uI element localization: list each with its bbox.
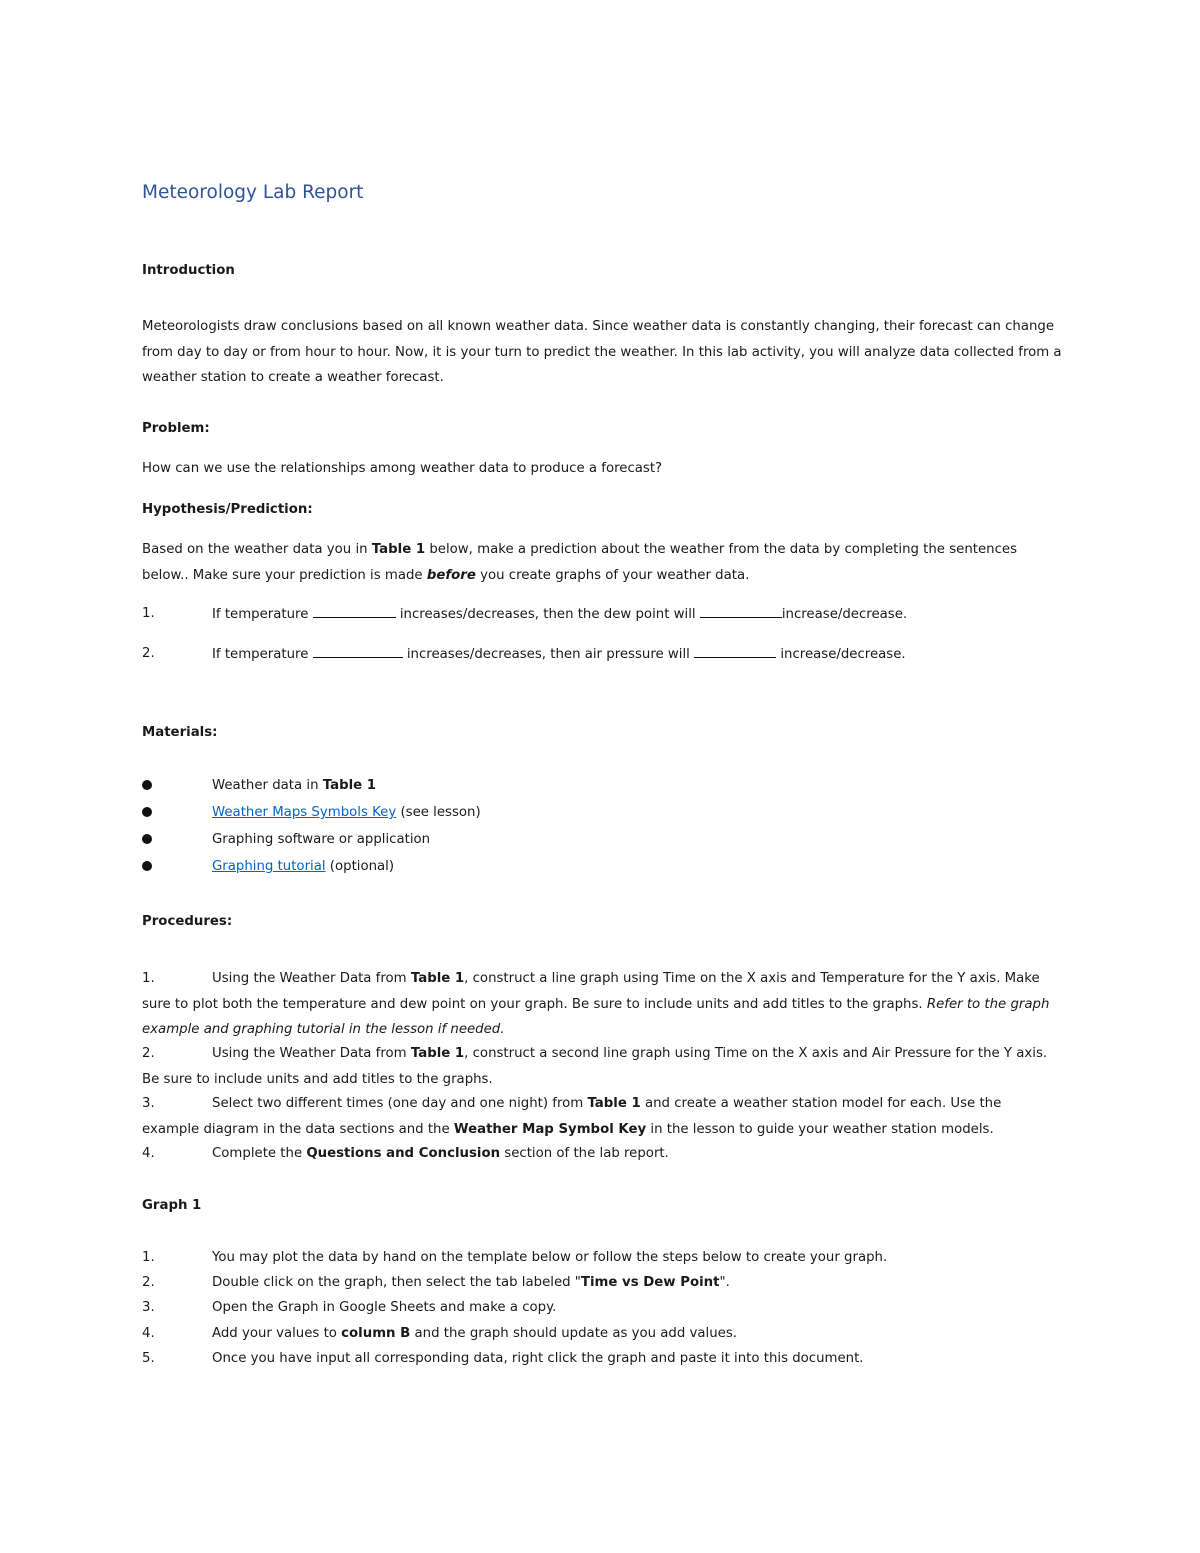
materials-item-2: Weather Maps Symbols Key (see lesson) — [212, 805, 481, 820]
procedure-step-2: 2. Using the Weather Data from Table 1, construct a second line graph using Time on the X axis and Air Pressure for the Y axis. Be sure to include units and add titles to the graphs. — [142, 1046, 1048, 1087]
materials-item-1: Weather data in Table 1 — [212, 778, 377, 793]
hypothesis-item-2-number: 2. — [142, 646, 155, 661]
introduction-heading: Introduction — [142, 263, 235, 278]
graph-step-5: Once you have input all corresponding data, right click the graph and paste it into this document. — [212, 1351, 864, 1366]
fill-in-blank[interactable] — [700, 606, 782, 618]
fill-in-blank[interactable] — [313, 646, 403, 658]
procedures-heading: Procedures: — [142, 914, 233, 929]
graph-1-heading: Graph 1 — [142, 1198, 202, 1213]
graph-step-3-number: 3. — [142, 1300, 155, 1315]
problem-text: How can we use the relationships among weather data to produce a forecast? — [142, 461, 663, 476]
hypothesis-item-2: If temperature increases/decreases, then air pressure will increase/decrease. — [212, 647, 906, 662]
bullet-icon — [142, 807, 152, 817]
graphing-tutorial-link[interactable]: Graphing tutorial — [212, 859, 326, 874]
graph-step-2: Double click on the graph, then select the tab labeled "Time vs Dew Point". — [212, 1275, 730, 1290]
hypothesis-item-1: If temperature increases/decreases, then the dew point will increase/decrease. — [212, 607, 908, 622]
hypothesis-item-1-number: 1. — [142, 606, 155, 621]
problem-heading: Problem: — [142, 421, 210, 436]
graph-step-5-number: 5. — [142, 1351, 155, 1366]
fill-in-blank[interactable] — [694, 646, 776, 658]
graph-step-2-number: 2. — [142, 1275, 155, 1290]
fill-in-blank[interactable] — [313, 606, 396, 618]
materials-item-3: Graphing software or application — [212, 832, 431, 847]
graph-step-1: You may plot the data by hand on the template below or follow the steps below to create your graph. — [212, 1250, 888, 1265]
procedure-step-3: 3. Select two different times (one day and one night) from Table 1 and create a weather station model for each. Use the example diagram in the data sections and the Weather Map Symbol Key in the lesson to guide your weather station models. — [142, 1096, 1002, 1137]
bullet-icon — [142, 834, 152, 844]
graph-step-4: Add your values to column B and the graph should update as you add values. — [212, 1326, 738, 1341]
graph-step-3: Open the Graph in Google Sheets and make a copy. — [212, 1300, 557, 1315]
procedure-step-1: 1. Using the Weather Data from Table 1, construct a line graph using Time on the X axis and Temperature for the Y axis. Make sure to plot both the temperature and dew point on your graph. Be sure to include units and add titles to the graphs. Refer to the graph example and graphing tutorial in the lesson if needed. — [142, 971, 1050, 1037]
procedure-step-4-number: 4. — [142, 1146, 155, 1161]
materials-item-4: Graphing tutorial (optional) — [212, 859, 395, 874]
materials-heading: Materials: — [142, 725, 218, 740]
introduction-text: Meteorologists draw conclusions based on all known weather data. Since weather data is constantly changing, their forecast can change from day to day or from hour to hour. Now, it is your turn to predict the weather. In this lab activity, you will analyze data collected from a weather station to create a weather forecast. — [142, 319, 1062, 385]
weather-maps-symbols-key-link[interactable]: Weather Maps Symbols Key — [212, 805, 397, 820]
page-title: Meteorology Lab Report — [142, 182, 364, 203]
bullet-icon — [142, 780, 152, 790]
graph-step-4-number: 4. — [142, 1326, 155, 1341]
hypothesis-heading: Hypothesis/Prediction: — [142, 502, 313, 517]
graph-step-1-number: 1. — [142, 1250, 155, 1265]
procedure-step-4: Complete the Questions and Conclusion section of the lab report. — [212, 1146, 669, 1161]
hypothesis-text: Based on the weather data you in Table 1 below, make a prediction about the weather from the data by completing the sentences below.. Make sure your prediction is made before you create graphs of your weather data. — [142, 542, 1017, 583]
bullet-icon — [142, 861, 152, 871]
